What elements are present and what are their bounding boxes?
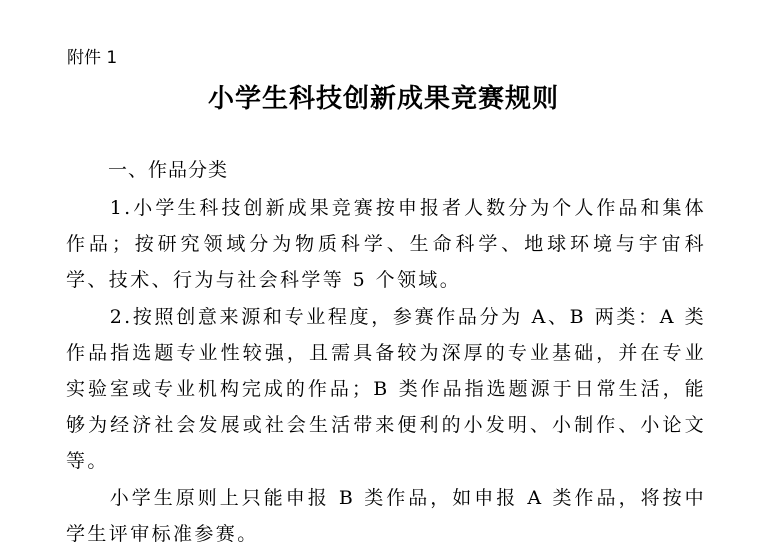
paragraph-2: 2.按照创意来源和专业程度，参赛作品分为 A、B 两类：A 类作品指选题专业性较强，且需具备较为深厚的专业基础，并在专业实验室或专业机构完成的作品；B 类作品指选题源于日常生活，能够为经济社会发展或社会生活带来便利的小发明、小制作、小论文等。: [66, 305, 706, 473]
document-title: 小学生科技创新成果竞赛规则: [207, 84, 559, 114]
document-body: [66, 190, 706, 552]
section-heading: 一、作品分类: [108, 159, 229, 181]
attachment-label: 附件 1: [67, 48, 118, 68]
paragraph-1: 1.小学生科技创新成果竞赛按申报者人数分为个人作品和集体作品；按研究领域分为物质科学、生命科学、地球环境与宇宙科学、技术、行为与社会科学等 5 个领域。: [66, 197, 706, 292]
paragraph-3: 小学生原则上只能申报 B 类作品，如申报 A 类作品，将按中学生评审标准参赛。: [66, 486, 706, 545]
